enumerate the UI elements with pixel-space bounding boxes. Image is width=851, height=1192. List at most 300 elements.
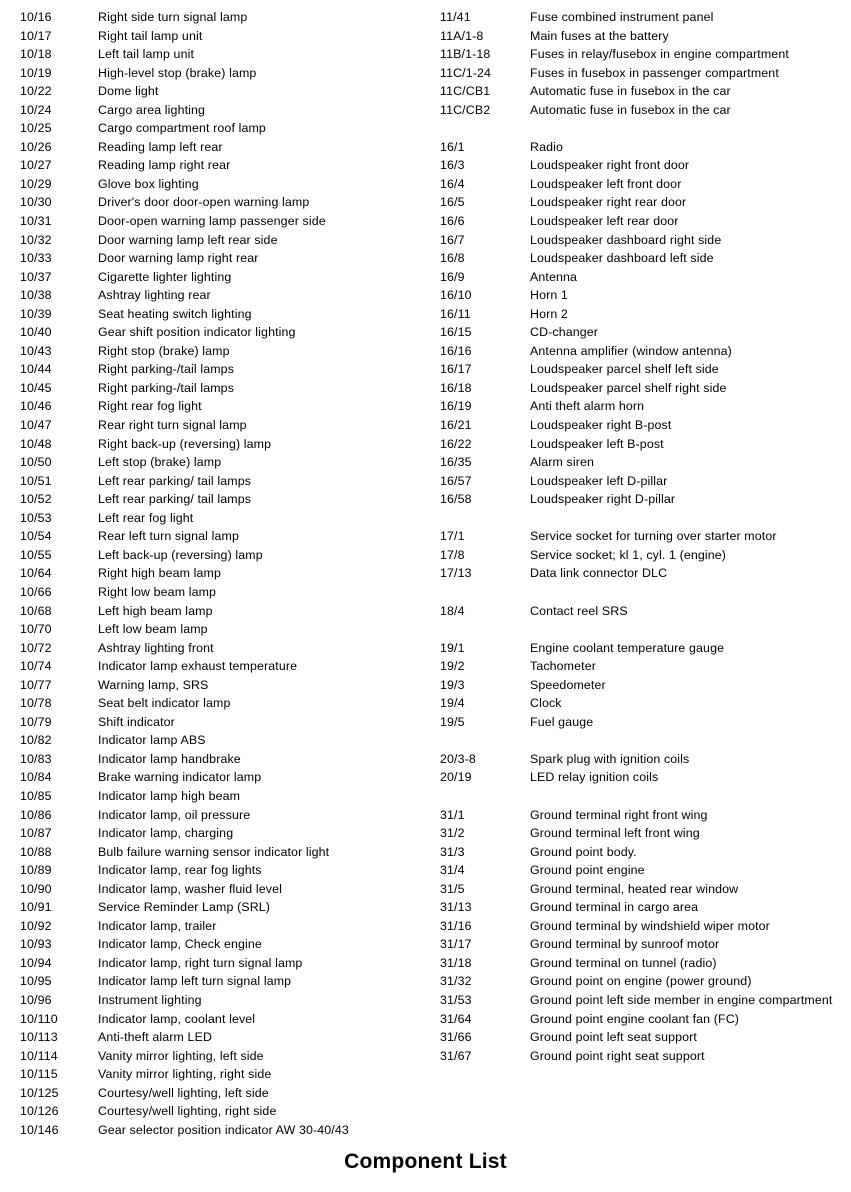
- component-code: 16/21: [440, 418, 472, 433]
- component-description: Horn 1: [530, 288, 568, 303]
- component-code: 16/3: [440, 158, 465, 173]
- component-description: Indicator lamp, Check engine: [98, 937, 262, 952]
- component-code: 20/19: [440, 770, 472, 785]
- component-description: Automatic fuse in fusebox in the car: [530, 84, 731, 99]
- component-code: 10/85: [20, 788, 52, 803]
- component-code: 16/58: [440, 492, 472, 507]
- component-description: Warning lamp, SRS: [98, 677, 209, 692]
- component-description: Contact reel SRS: [530, 603, 628, 618]
- list-item: [426, 1028, 846, 1047]
- list-item: [426, 175, 846, 194]
- component-code: 31/66: [440, 1030, 472, 1045]
- component-description: Gear shift position indicator lighting: [98, 325, 296, 340]
- component-description: Anti-theft alarm LED: [98, 1030, 213, 1045]
- component-description: Anti theft alarm horn: [530, 399, 645, 414]
- list-item: [6, 397, 426, 416]
- component-code: 31/18: [440, 955, 472, 970]
- component-description: Loudspeaker right rear door: [530, 195, 687, 210]
- component-description: Fuel gauge: [530, 714, 594, 729]
- component-description: Ground terminal on tunnel (radio): [530, 955, 717, 970]
- list-item: [426, 342, 846, 361]
- component-description: High-level stop (brake) lamp: [98, 65, 257, 80]
- component-description: Indicator lamp, rear fog lights: [98, 863, 262, 878]
- component-code: 31/1: [440, 807, 465, 822]
- list-item: [6, 156, 426, 175]
- list-item: [6, 416, 426, 435]
- component-description: Ground terminal left front wing: [530, 826, 700, 841]
- component-code: 10/50: [20, 455, 52, 470]
- component-description: Left rear parking/ tail lamps: [98, 492, 252, 507]
- list-item: [6, 435, 426, 454]
- component-code: 16/7: [440, 232, 465, 247]
- list-item: [426, 472, 846, 491]
- list-item: [6, 231, 426, 250]
- component-code: 10/68: [20, 603, 52, 618]
- component-code: 10/87: [20, 826, 52, 841]
- list-item: [6, 138, 426, 157]
- component-code: 11B/1-18: [440, 47, 491, 62]
- component-code: 31/53: [440, 992, 472, 1007]
- component-code: 16/19: [440, 399, 472, 414]
- component-description: Ground terminal right front wing: [530, 807, 708, 822]
- component-code: 16/22: [440, 436, 472, 451]
- list-item: [426, 527, 846, 546]
- component-description: Service socket; kl 1, cyl. 1 (engine): [530, 547, 727, 562]
- component-code: 10/115: [20, 1067, 58, 1082]
- component-description: Left high beam lamp: [98, 603, 213, 618]
- component-code: 16/57: [440, 473, 472, 488]
- list-item: [426, 435, 846, 454]
- list-item: [426, 193, 846, 212]
- component-description: Bulb failure warning sensor indicator light: [98, 844, 330, 859]
- component-description: Left rear parking/ tail lamps: [98, 473, 252, 488]
- component-description: Ground point engine: [530, 863, 645, 878]
- component-description: Indicator lamp handbrake: [98, 751, 241, 766]
- component-description: Loudspeaker left B-post: [530, 436, 664, 451]
- component-code: 17/1: [440, 529, 465, 544]
- list-item: [6, 1010, 426, 1029]
- right-column: [426, 8, 846, 1065]
- component-description: Loudspeaker parcel shelf left side: [530, 362, 719, 377]
- component-code: 31/5: [440, 881, 465, 896]
- list-item: [6, 268, 426, 287]
- component-description: Left stop (brake) lamp: [98, 455, 222, 470]
- component-code: 16/35: [440, 455, 472, 470]
- list-item: [6, 82, 426, 101]
- component-code: 10/86: [20, 807, 52, 822]
- list-item: [426, 1047, 846, 1066]
- component-code: 16/18: [440, 380, 472, 395]
- component-code: 10/37: [20, 269, 52, 284]
- list-item: [6, 917, 426, 936]
- list-item: [426, 768, 846, 787]
- component-code: 11C/CB1: [440, 84, 491, 99]
- component-description: Right parking-/tail lamps: [98, 362, 235, 377]
- list-item: [6, 564, 426, 583]
- two-column-layout: [6, 8, 845, 1139]
- component-code: 10/125: [20, 1085, 59, 1100]
- component-description: Reading lamp left rear: [98, 139, 223, 154]
- list-item: [426, 880, 846, 899]
- list-item: [6, 45, 426, 64]
- component-description: Loudspeaker right front door: [530, 158, 690, 173]
- list-item: [426, 286, 846, 305]
- list-item: [6, 1047, 426, 1066]
- component-description: Rear right turn signal lamp: [98, 418, 247, 433]
- list-item: [6, 249, 426, 268]
- list-item: [426, 991, 846, 1010]
- component-code: 10/48: [20, 436, 52, 451]
- component-description: Door warning lamp left rear side: [98, 232, 278, 247]
- component-code: 19/2: [440, 659, 465, 674]
- component-code: 10/47: [20, 418, 52, 433]
- component-code: 10/31: [20, 214, 52, 229]
- component-description: Horn 2: [530, 306, 568, 321]
- list-item: [6, 657, 426, 676]
- component-code: 17/8: [440, 547, 465, 562]
- component-description: Ground point body.: [530, 844, 637, 859]
- component-description: Data link connector DLC: [530, 566, 668, 581]
- component-description: Cargo area lighting: [98, 102, 206, 117]
- list-item: [6, 991, 426, 1010]
- component-code: 16/6: [440, 214, 465, 229]
- component-description: Driver's door door-open warning lamp: [98, 195, 310, 210]
- list-item: [6, 843, 426, 862]
- list-item: [426, 564, 846, 583]
- list-item: [6, 546, 426, 565]
- component-code: 10/96: [20, 992, 52, 1007]
- list-item: [426, 453, 846, 472]
- component-code: 11A/1-8: [440, 28, 484, 43]
- list-item: [6, 583, 426, 602]
- list-item: [426, 249, 846, 268]
- component-code: 16/10: [440, 288, 472, 303]
- list-item: [426, 212, 846, 231]
- component-code: 31/13: [440, 900, 472, 915]
- list-item: [426, 360, 846, 379]
- list-item: [6, 1102, 426, 1121]
- component-code: 10/17: [20, 28, 52, 43]
- list-item: [426, 954, 846, 973]
- list-item: [426, 305, 846, 324]
- list-item: [426, 268, 846, 287]
- list-item: [426, 156, 846, 175]
- list-item: [6, 305, 426, 324]
- component-code: 31/4: [440, 863, 465, 878]
- component-description: Automatic fuse in fusebox in the car: [530, 102, 731, 117]
- list-item: [6, 212, 426, 231]
- component-code: 16/8: [440, 251, 465, 266]
- component-code: 10/113: [20, 1030, 58, 1045]
- list-item: [426, 935, 846, 954]
- list-item: [6, 1028, 426, 1047]
- component-description: Vanity mirror lighting, left side: [98, 1048, 264, 1063]
- component-code: 10/30: [20, 195, 52, 210]
- list-item: [6, 972, 426, 991]
- component-description: Tachometer: [530, 659, 596, 674]
- list-item: [6, 119, 426, 138]
- component-code: 10/70: [20, 622, 52, 637]
- component-description: LED relay ignition coils: [530, 770, 659, 785]
- component-description: Loudspeaker dashboard left side: [530, 251, 714, 266]
- component-description: Rear left turn signal lamp: [98, 529, 239, 544]
- component-description: Right back-up (reversing) lamp: [98, 436, 272, 451]
- component-description: Left back-up (reversing) lamp: [98, 547, 263, 562]
- component-description: Dome light: [98, 84, 159, 99]
- component-code: 10/91: [20, 900, 52, 915]
- list-item: [426, 750, 846, 769]
- component-code: 10/89: [20, 863, 52, 878]
- list-item: [6, 175, 426, 194]
- component-code: 10/22: [20, 84, 52, 99]
- component-code: 10/84: [20, 770, 52, 785]
- list-item: [6, 620, 426, 639]
- component-code: 10/72: [20, 640, 52, 655]
- component-description: Indicator lamp, oil pressure: [98, 807, 251, 822]
- component-code: 31/67: [440, 1048, 472, 1063]
- list-item: [426, 397, 846, 416]
- component-code: 10/16: [20, 10, 52, 24]
- component-description: Door warning lamp right rear: [98, 251, 259, 266]
- list-item: [426, 824, 846, 843]
- component-code: 10/88: [20, 844, 52, 859]
- component-code: 10/18: [20, 47, 52, 62]
- component-description: Brake warning indicator lamp: [98, 770, 262, 785]
- component-code: 10/38: [20, 288, 52, 303]
- list-item: [6, 379, 426, 398]
- component-description: Indicator lamp ABS: [98, 733, 206, 748]
- list-item: [6, 8, 426, 27]
- component-code: 10/95: [20, 974, 52, 989]
- component-description: Loudspeaker left D-pillar: [530, 473, 668, 488]
- list-item: [6, 527, 426, 546]
- component-code: 10/43: [20, 343, 52, 358]
- component-description: Speedometer: [530, 677, 606, 692]
- list-item: [6, 787, 426, 806]
- component-code: 10/64: [20, 566, 52, 581]
- component-code: 10/51: [20, 473, 52, 488]
- list-item: [426, 379, 846, 398]
- component-code: 16/11: [440, 306, 471, 321]
- group-spacer: [426, 620, 846, 639]
- component-code: 16/5: [440, 195, 465, 210]
- component-code: 16/17: [440, 362, 472, 377]
- component-description: Ground point right seat support: [530, 1048, 705, 1063]
- list-item: [6, 509, 426, 528]
- component-description: Indicator lamp, washer fluid level: [98, 881, 282, 896]
- component-code: 10/114: [20, 1048, 58, 1063]
- list-item: [6, 768, 426, 787]
- group-spacer: [426, 509, 846, 528]
- component-code: 11/41: [440, 10, 471, 24]
- component-description: Main fuses at the battery: [530, 28, 669, 43]
- list-item: [6, 1121, 426, 1140]
- list-item: [426, 602, 846, 621]
- list-item: [6, 472, 426, 491]
- list-item: [426, 917, 846, 936]
- list-item: [6, 731, 426, 750]
- component-description: Ground point left seat support: [530, 1030, 697, 1045]
- component-code: 19/3: [440, 677, 465, 692]
- component-code: 16/16: [440, 343, 472, 358]
- component-description: Loudspeaker parcel shelf right side: [530, 380, 727, 395]
- list-item: [6, 101, 426, 120]
- list-item: [426, 1010, 846, 1029]
- component-description: Right rear fog light: [98, 399, 202, 414]
- list-item: [426, 639, 846, 658]
- component-code: 19/5: [440, 714, 465, 729]
- component-code: 16/1: [440, 139, 465, 154]
- component-code: 31/64: [440, 1011, 472, 1026]
- component-code: 31/17: [440, 937, 472, 952]
- component-code: 10/39: [20, 306, 52, 321]
- component-code: 10/46: [20, 399, 52, 414]
- list-item: [426, 546, 846, 565]
- component-description: Right low beam lamp: [98, 584, 217, 599]
- component-description: Right stop (brake) lamp: [98, 343, 230, 358]
- list-item: [426, 323, 846, 342]
- list-item: [426, 101, 846, 120]
- list-item: [6, 861, 426, 880]
- list-item: [426, 138, 846, 157]
- list-item: [6, 676, 426, 695]
- list-item: [6, 1084, 426, 1103]
- component-description: Radio: [530, 139, 563, 154]
- component-code: 10/83: [20, 751, 52, 766]
- component-code: 31/16: [440, 918, 472, 933]
- component-code: 16/15: [440, 325, 472, 340]
- component-code: 10/19: [20, 65, 52, 80]
- component-description: Service socket for turning over starter motor: [530, 529, 777, 544]
- component-code: 10/74: [20, 659, 52, 674]
- component-description: Loudspeaker left front door: [530, 176, 682, 191]
- component-code: 11C/1-24: [440, 65, 492, 80]
- component-description: Indicator lamp, coolant level: [98, 1011, 256, 1026]
- component-code: 10/29: [20, 176, 52, 191]
- list-item: [426, 843, 846, 862]
- page-title: Component List: [344, 1150, 507, 1173]
- list-item: [6, 286, 426, 305]
- component-description: Glove box lighting: [98, 176, 199, 191]
- component-code: 18/4: [440, 603, 465, 618]
- list-item: [426, 82, 846, 101]
- list-item: [6, 602, 426, 621]
- component-description: Ground terminal by sunroof motor: [530, 937, 720, 952]
- component-description: Fuses in relay/fusebox in engine compartment: [530, 47, 789, 62]
- component-description: Reading lamp right rear: [98, 158, 231, 173]
- component-description: Instrument lighting: [98, 992, 202, 1007]
- component-code: 20/3-8: [440, 751, 476, 766]
- component-description: Right side turn signal lamp: [98, 10, 248, 24]
- component-description: Spark plug with ignition coils: [530, 751, 690, 766]
- component-code: 10/52: [20, 492, 52, 507]
- component-description: Left tail lamp unit: [98, 47, 195, 62]
- list-item: [6, 193, 426, 212]
- component-code: 10/126: [20, 1104, 59, 1119]
- component-code: 10/77: [20, 677, 52, 692]
- component-description: Alarm siren: [530, 455, 595, 470]
- component-code: 10/44: [20, 362, 52, 377]
- component-description: Ground point left side member in engine compartment: [530, 992, 833, 1007]
- component-description: Door-open warning lamp passenger side: [98, 214, 326, 229]
- list-item: [6, 750, 426, 769]
- list-item: [426, 972, 846, 991]
- list-item: [426, 490, 846, 509]
- list-item: [426, 898, 846, 917]
- component-code: 10/33: [20, 251, 52, 266]
- component-description: Ashtray lighting front: [98, 640, 214, 655]
- component-code: 10/79: [20, 714, 52, 729]
- list-item: [6, 713, 426, 732]
- list-item: [426, 45, 846, 64]
- component-code: 10/110: [20, 1011, 58, 1026]
- component-description: Loudspeaker left rear door: [530, 214, 679, 229]
- component-description: Seat belt indicator lamp: [98, 696, 231, 711]
- list-item: [6, 490, 426, 509]
- component-description: Ground terminal by windshield wiper motor: [530, 918, 770, 933]
- component-description: Cigarette lighter lighting: [98, 269, 232, 284]
- component-description: Ground terminal in cargo area: [530, 900, 699, 915]
- component-code: 10/27: [20, 158, 52, 173]
- component-code: 10/82: [20, 733, 52, 748]
- component-description: Indicator lamp left turn signal lamp: [98, 974, 292, 989]
- component-description: Loudspeaker dashboard right side: [530, 232, 722, 247]
- component-description: Vanity mirror lighting, right side: [98, 1067, 272, 1082]
- component-description: Seat heating switch lighting: [98, 306, 252, 321]
- component-description: Service Reminder Lamp (SRL): [98, 900, 271, 915]
- component-description: Right parking-/tail lamps: [98, 380, 235, 395]
- group-spacer: [426, 731, 846, 750]
- component-description: CD-changer: [530, 325, 599, 340]
- list-item: [6, 639, 426, 658]
- component-code: 31/32: [440, 974, 472, 989]
- group-spacer: [426, 119, 846, 138]
- component-code: 10/92: [20, 918, 52, 933]
- component-code: 10/40: [20, 325, 52, 340]
- component-description: Indicator lamp high beam: [98, 788, 241, 803]
- component-code: 10/32: [20, 232, 52, 247]
- list-item: [426, 676, 846, 695]
- component-description: Fuses in fusebox in passenger compartment: [530, 65, 779, 80]
- list-item: [6, 880, 426, 899]
- component-code: 10/54: [20, 529, 52, 544]
- component-description: Right tail lamp unit: [98, 28, 203, 43]
- component-description: Loudspeaker right D-pillar: [530, 492, 676, 507]
- list-item: [6, 898, 426, 917]
- list-item: [426, 64, 846, 83]
- component-description: Indicator lamp exhaust temperature: [98, 659, 298, 674]
- component-description: Courtesy/well lighting, right side: [98, 1104, 277, 1119]
- component-code: 31/2: [440, 826, 465, 841]
- left-column: [6, 8, 426, 1139]
- component-description: Ashtray lighting rear: [98, 288, 211, 303]
- component-description: Left rear fog light: [98, 510, 194, 525]
- component-description: Gear selector position indicator AW 30-40/43: [98, 1122, 349, 1137]
- component-code: 10/66: [20, 584, 52, 599]
- list-item: [6, 694, 426, 713]
- component-description: Antenna amplifier (window antenna): [530, 343, 732, 358]
- component-description: Indicator lamp, right turn signal lamp: [98, 955, 303, 970]
- list-item: [6, 824, 426, 843]
- list-item: [426, 416, 846, 435]
- group-spacer: [426, 787, 846, 806]
- list-item: [6, 360, 426, 379]
- component-description: Left low beam lamp: [98, 622, 208, 637]
- list-item: [6, 453, 426, 472]
- component-description: Right high beam lamp: [98, 566, 222, 581]
- component-code: 17/13: [440, 566, 472, 581]
- component-description: Cargo compartment roof lamp: [98, 121, 266, 136]
